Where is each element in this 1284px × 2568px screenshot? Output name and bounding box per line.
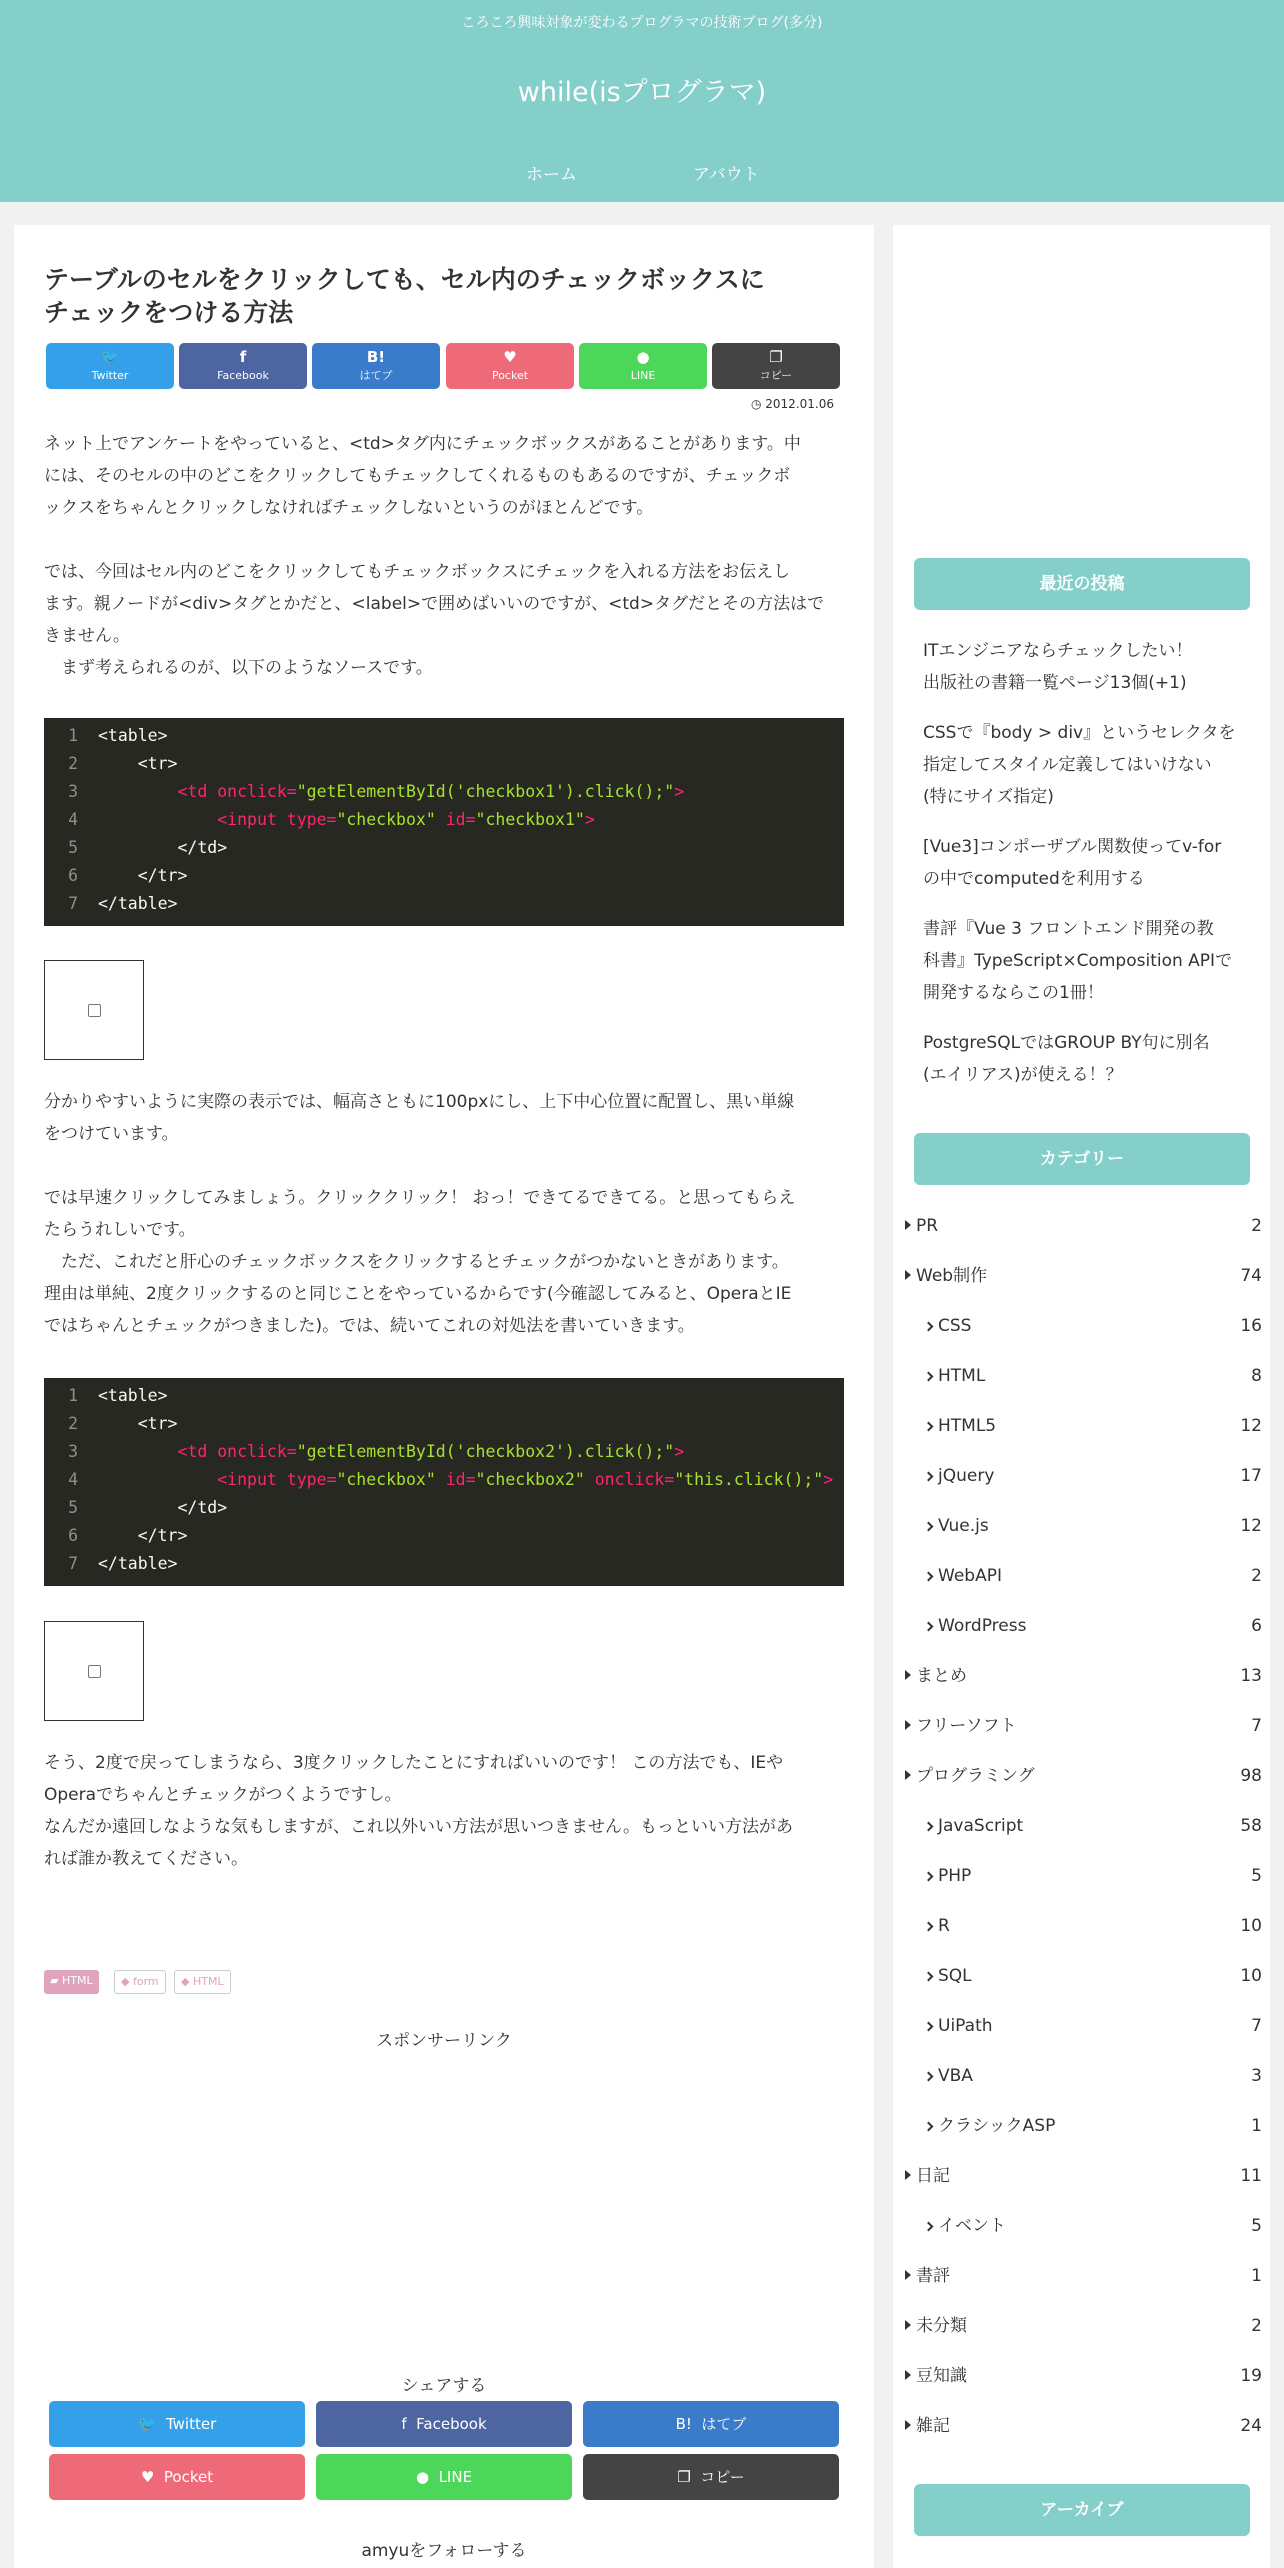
caret-right-icon bbox=[905, 2370, 911, 2380]
copy-icon: ❐ bbox=[769, 348, 783, 366]
category-item[interactable] bbox=[893, 1260, 1270, 1292]
paragraph-1 bbox=[44, 428, 846, 524]
article-main bbox=[14, 225, 874, 2568]
category-name bbox=[905, 2360, 967, 2392]
text-line: れば誰か教えてください。 bbox=[44, 1849, 248, 1869]
share-button-label: Pocket bbox=[163, 2468, 214, 2486]
code-line: <input type="checkbox" id="checkbox2" onclick="this.click();"> bbox=[217, 1470, 834, 1489]
site-title[interactable]: while(isプログラマ) bbox=[517, 77, 767, 108]
demo-checkbox-2[interactable] bbox=[88, 1665, 101, 1678]
category-name bbox=[925, 1410, 996, 1442]
share-button-label: LINE bbox=[630, 369, 656, 382]
recent-post-title-line: CSSで『body > div』というセレクタを bbox=[923, 723, 1236, 743]
line-icon: ● bbox=[415, 2468, 430, 2486]
share-button-label: Twitter bbox=[165, 2415, 217, 2433]
category-label: 日記 bbox=[916, 2166, 950, 2186]
category-label: WordPress bbox=[938, 1616, 1027, 1636]
code-line: <tr> bbox=[98, 1414, 178, 1433]
category-label: プログラミング bbox=[916, 1766, 1035, 1786]
category-name bbox=[925, 1310, 971, 1342]
article-title-line2: チェックをつける方法 bbox=[44, 298, 294, 327]
category-name bbox=[925, 2010, 993, 2042]
categories-heading: カテゴリー bbox=[914, 1133, 1250, 1185]
follow-heading: amyuをフォローする bbox=[361, 2541, 527, 2561]
line-number: 5 bbox=[68, 838, 78, 857]
caret-right-icon bbox=[905, 1670, 911, 1680]
category-name bbox=[925, 2110, 1055, 2142]
category-count: 1 bbox=[1251, 2266, 1262, 2286]
caret-right-icon bbox=[905, 1270, 911, 1280]
category-item[interactable] bbox=[893, 1710, 1270, 1742]
category-item[interactable] bbox=[893, 1210, 1270, 1242]
paragraph-6 bbox=[44, 1811, 846, 1875]
site-tagline: ころころ興味対象が変わるプログラマの技術ブログ(多分) bbox=[461, 15, 823, 31]
share-はてブ-button[interactable] bbox=[312, 343, 440, 389]
category-name bbox=[905, 1710, 1017, 1742]
category-count: 98 bbox=[1240, 1766, 1262, 1786]
share-bottom-line-button[interactable] bbox=[316, 2454, 572, 2500]
category-item[interactable] bbox=[893, 2210, 1270, 2242]
chevron-right-icon bbox=[924, 1322, 934, 1332]
category-item[interactable] bbox=[893, 1960, 1270, 1992]
category-name bbox=[905, 2410, 950, 2442]
category-name bbox=[905, 2310, 967, 2342]
twitter-icon: 🐦 bbox=[137, 2415, 157, 2433]
text-line: では早速クリックしてみましょう。クリッククリック！ おっ！できてるできてる。と思ってもらえ bbox=[44, 1188, 796, 1208]
line-number: 4 bbox=[68, 810, 78, 829]
site-header bbox=[0, 0, 1284, 202]
category-count: 3 bbox=[1251, 2066, 1262, 2086]
hatena-icon: B! bbox=[675, 2415, 692, 2433]
hatena-icon: B! bbox=[366, 348, 386, 366]
category-name bbox=[925, 1810, 1023, 1842]
article-title-line1: テーブルのセルをクリックしても、セル内のチェックボックスに bbox=[44, 265, 765, 294]
chevron-right-icon bbox=[924, 1422, 934, 1432]
recent-post-title-line: 開発するならこの1冊！ bbox=[923, 983, 1104, 1003]
category-count: 16 bbox=[1240, 1316, 1262, 1336]
line-number: 4 bbox=[68, 1470, 78, 1489]
code-line: <tr> bbox=[98, 754, 178, 773]
code-block-1 bbox=[44, 718, 844, 926]
code-block-2 bbox=[44, 1378, 844, 1586]
category-count: 12 bbox=[1240, 1416, 1262, 1436]
category-name bbox=[905, 1260, 987, 1292]
category-label: jQuery bbox=[938, 1466, 995, 1486]
share-button-label: はてブ bbox=[701, 2415, 747, 2433]
demo-checkbox-1[interactable] bbox=[88, 1004, 101, 1017]
code-line: </tr> bbox=[98, 866, 188, 885]
twitter-icon: 🐦 bbox=[100, 348, 120, 366]
share-button-label: コピー bbox=[700, 2468, 745, 2486]
category-item[interactable] bbox=[893, 2110, 1270, 2142]
nav-home[interactable]: ホーム bbox=[526, 165, 577, 185]
line-icon: ● bbox=[636, 348, 650, 366]
category-count: 2 bbox=[1251, 1566, 1262, 1586]
category-count: 13 bbox=[1240, 1666, 1262, 1686]
recent-posts-heading: 最近の投稿 bbox=[914, 558, 1250, 610]
article-title bbox=[44, 263, 844, 329]
recent-post-link[interactable] bbox=[923, 913, 1243, 1009]
category-count: 12 bbox=[1240, 1516, 1262, 1536]
code-line: <input type="checkbox" id="checkbox1"> bbox=[217, 810, 595, 829]
text-line: ネット上でアンケートをやっていると、<td>タグ内にチェックボックスがあることがあります。中 bbox=[44, 434, 801, 454]
text-line: では、今回はセル内のどこをクリックしてもチェックボックスにチェックを入れる方法をお伝えし bbox=[44, 562, 791, 582]
recent-post-title-line: ITエンジニアならチェックしたい！ bbox=[923, 641, 1193, 661]
share-button-label: Pocket bbox=[491, 369, 529, 382]
category-label: Web制作 bbox=[916, 1266, 988, 1286]
tag-label: HTML bbox=[192, 1975, 224, 1988]
category-count: 8 bbox=[1251, 1366, 1262, 1386]
category-label: イベント bbox=[938, 2216, 1006, 2236]
text-line: きません。 bbox=[44, 626, 131, 646]
line-number: 2 bbox=[68, 754, 78, 773]
category-item[interactable] bbox=[893, 2060, 1270, 2092]
text-line: ックスをちゃんとクリックしなければチェックしないというのがほとんどです。 bbox=[44, 498, 654, 518]
chevron-right-icon bbox=[924, 1872, 934, 1882]
line-number: 6 bbox=[68, 1526, 78, 1545]
text-line: なんだか遠回しなような気もしますが、これ以外いい方法が思いつきません。もっといい方法があ bbox=[44, 1817, 794, 1837]
category-label: SQL bbox=[938, 1966, 972, 1986]
line-number: 1 bbox=[68, 726, 78, 745]
caret-right-icon bbox=[905, 2320, 911, 2330]
category-label: 書評 bbox=[916, 2266, 950, 2286]
text-line: には、そのセルの中のどこをクリックしてもチェックしてくれるものもあるのですが、チェックボ bbox=[44, 466, 791, 486]
category-count: 74 bbox=[1240, 1266, 1262, 1286]
recent-post-title-line: 出版社の書籍一覧ページ13個(+1) bbox=[923, 673, 1187, 693]
category-badge-label: HTML bbox=[61, 1974, 93, 1987]
category-count: 5 bbox=[1251, 2216, 1262, 2236]
recent-post-title-line: [Vue3]コンポーザブル関数使ってv-for bbox=[923, 837, 1222, 857]
category-name bbox=[925, 1610, 1026, 1642]
category-label: 未分類 bbox=[916, 2316, 967, 2336]
text-line: 分かりやすいように実際の表示では、幅高さともに100pxにし、上下中心位置に配置し、黒い単線 bbox=[44, 1092, 795, 1112]
line-number: 7 bbox=[68, 1554, 78, 1573]
caret-right-icon bbox=[905, 2270, 911, 2280]
category-item[interactable] bbox=[893, 2160, 1270, 2192]
category-name bbox=[905, 1760, 1035, 1792]
category-item[interactable] bbox=[893, 1410, 1270, 1442]
category-label: UiPath bbox=[938, 2016, 993, 2036]
line-number: 2 bbox=[68, 1414, 78, 1433]
category-item[interactable] bbox=[893, 2310, 1270, 2342]
category-count: 10 bbox=[1240, 1916, 1262, 1936]
recent-post-title-line: 指定してスタイル定義してはいけない bbox=[923, 755, 1212, 775]
recent-post-title-line: (エイリアス)が使える！？ bbox=[923, 1065, 1123, 1085]
category-name bbox=[905, 2160, 950, 2192]
category-name bbox=[905, 1210, 938, 1242]
chevron-right-icon bbox=[924, 1522, 934, 1532]
share-button-label: LINE bbox=[438, 2468, 473, 2486]
recent-post-title-line: 書評『Vue 3 フロントエンド開発の教 bbox=[923, 919, 1214, 939]
code-line: <table> bbox=[98, 1386, 168, 1405]
category-label: PHP bbox=[938, 1866, 972, 1886]
caret-right-icon bbox=[905, 1770, 911, 1780]
category-item[interactable] bbox=[893, 2410, 1270, 2442]
category-label: 豆知識 bbox=[916, 2366, 967, 2386]
category-item[interactable] bbox=[893, 1660, 1270, 1692]
category-item[interactable] bbox=[893, 2260, 1270, 2292]
share-button-label: Twitter bbox=[91, 369, 129, 382]
share-bottom-はてブ-button[interactable] bbox=[583, 2401, 839, 2447]
sidebar bbox=[893, 225, 1270, 2568]
category-count: 11 bbox=[1240, 2166, 1262, 2186]
category-label: CSS bbox=[938, 1316, 972, 1336]
category-item[interactable] bbox=[893, 1860, 1270, 1892]
category-count: 17 bbox=[1240, 1466, 1262, 1486]
chevron-right-icon bbox=[924, 1922, 934, 1932]
category-item[interactable] bbox=[893, 1760, 1270, 1792]
line-number: 3 bbox=[68, 782, 78, 801]
archive-heading: アーカイブ bbox=[914, 2484, 1250, 2536]
share-heading: シェアする bbox=[401, 2376, 487, 2396]
category-count: 2 bbox=[1251, 2316, 1262, 2336]
sponsor-label: スポンサーリンク bbox=[376, 2031, 512, 2051]
code-line: </td> bbox=[98, 1498, 228, 1517]
text-line: ます。親ノードが<div>タグとかだと、<label>で囲めばいいのですが、<td>タグだとその方法はで bbox=[44, 594, 825, 614]
code-line: </table> bbox=[98, 1554, 178, 1573]
category-label: PR bbox=[916, 1216, 939, 1236]
text-line: Operaでちゃんとチェックがつくようですし。 bbox=[44, 1785, 402, 1805]
category-name bbox=[925, 1560, 1002, 1592]
paragraph-5 bbox=[44, 1747, 846, 1811]
pocket-icon: ♥ bbox=[140, 2468, 155, 2486]
line-number: 3 bbox=[68, 1442, 78, 1461]
recent-post-link[interactable] bbox=[923, 1027, 1243, 1091]
tag-label: form bbox=[132, 1975, 159, 1988]
share-コピー-button[interactable] bbox=[712, 343, 840, 389]
recent-post-title-line: (特にサイズ指定) bbox=[923, 787, 1054, 807]
code-line: <td onclick="getElementById('checkbox1').click();"> bbox=[177, 782, 685, 801]
category-name bbox=[925, 1460, 994, 1492]
folder-icon: ▰ bbox=[50, 1974, 59, 1987]
category-name bbox=[905, 2260, 950, 2292]
clock-icon: ◷ bbox=[750, 397, 762, 411]
demo-cell-2[interactable] bbox=[44, 1621, 144, 1721]
category-name bbox=[925, 1960, 972, 1992]
category-count: 19 bbox=[1240, 2366, 1262, 2386]
category-count: 7 bbox=[1251, 2016, 1262, 2036]
category-badge-html[interactable] bbox=[44, 1970, 99, 1994]
code-line: </table> bbox=[98, 894, 178, 913]
category-name bbox=[905, 1660, 967, 1692]
category-count: 7 bbox=[1251, 1716, 1262, 1736]
category-count: 5 bbox=[1251, 1866, 1262, 1886]
share-button-label: Facebook bbox=[416, 2415, 487, 2433]
chevron-right-icon bbox=[924, 1472, 934, 1482]
text-line: そう、2度で戻ってしまうなら、3度クリックしたことにすればいいのです！ この方法でも、IEや bbox=[44, 1753, 784, 1773]
chevron-right-icon bbox=[924, 1622, 934, 1632]
share-button-label: はてブ bbox=[359, 369, 393, 382]
category-label: Vue.js bbox=[938, 1516, 989, 1536]
global-nav bbox=[0, 155, 1284, 189]
chevron-right-icon bbox=[924, 1372, 934, 1382]
category-item[interactable] bbox=[893, 1360, 1270, 1392]
category-count: 10 bbox=[1240, 1966, 1262, 1986]
text-line: ではちゃんとチェックがつきました)。では、続いてこれの対処法を書いていきます。 bbox=[44, 1316, 695, 1336]
category-count: 6 bbox=[1251, 1616, 1262, 1636]
recent-post-link[interactable] bbox=[923, 831, 1243, 895]
caret-right-icon bbox=[905, 1720, 911, 1730]
category-label: JavaScript bbox=[938, 1816, 1024, 1836]
code-line: </tr> bbox=[98, 1526, 188, 1545]
chevron-right-icon bbox=[924, 2022, 934, 2032]
chevron-right-icon bbox=[924, 2072, 934, 2082]
category-name bbox=[925, 1510, 989, 1542]
category-item[interactable] bbox=[893, 1610, 1270, 1642]
text-line: ただ、これだと肝心のチェックボックスをクリックするとチェックがつかないときがあります。 bbox=[44, 1252, 789, 1272]
caret-right-icon bbox=[905, 2170, 911, 2180]
share-pocket-button[interactable] bbox=[446, 343, 574, 389]
category-item[interactable] bbox=[893, 1310, 1270, 1342]
tag-icon: ◆ bbox=[181, 1975, 190, 1988]
category-item[interactable] bbox=[893, 1560, 1270, 1592]
category-item[interactable] bbox=[893, 1510, 1270, 1542]
paragraph-3 bbox=[44, 1086, 846, 1150]
category-name bbox=[925, 1860, 971, 1892]
chevron-right-icon bbox=[924, 1822, 934, 1832]
post-date-text: 2012.01.06 bbox=[765, 397, 834, 411]
category-label: HTML5 bbox=[938, 1416, 997, 1436]
text-line: をつけています。 bbox=[44, 1124, 179, 1144]
post-date bbox=[751, 397, 834, 411]
share-line-button[interactable] bbox=[579, 343, 707, 389]
line-number: 1 bbox=[68, 1386, 78, 1405]
recent-post-title-line: の中でcomputedを利用する bbox=[923, 869, 1145, 889]
share-bottom-twitter-button[interactable] bbox=[49, 2401, 305, 2447]
line-number: 5 bbox=[68, 1498, 78, 1517]
tag-icon: ◆ bbox=[121, 1975, 130, 1988]
chevron-right-icon bbox=[924, 1972, 934, 1982]
facebook-icon: f bbox=[239, 348, 247, 366]
category-name bbox=[925, 1360, 985, 1392]
chevron-right-icon bbox=[924, 1572, 934, 1582]
category-label: R bbox=[938, 1916, 950, 1936]
line-number: 7 bbox=[68, 894, 78, 913]
category-label: クラシックASP bbox=[938, 2116, 1056, 2136]
facebook-icon: f bbox=[401, 2415, 407, 2433]
category-item[interactable] bbox=[893, 2010, 1270, 2042]
share-button-label: Facebook bbox=[217, 369, 269, 382]
nav-about[interactable]: アバウト bbox=[693, 165, 760, 185]
category-count: 2 bbox=[1251, 1216, 1262, 1236]
share-bottom-pocket-button[interactable] bbox=[49, 2454, 305, 2500]
caret-right-icon bbox=[905, 1220, 911, 1230]
demo-cell-1[interactable] bbox=[44, 960, 144, 1060]
category-label: フリーソフト bbox=[916, 1716, 1017, 1736]
category-count: 58 bbox=[1240, 1816, 1262, 1836]
category-item[interactable] bbox=[893, 1810, 1270, 1842]
category-count: 1 bbox=[1251, 2116, 1262, 2136]
paragraph-2 bbox=[44, 556, 846, 684]
text-line: 理由は単純、2度クリックするのと同じことをやっているからです(今確認してみると、OperaとIE bbox=[44, 1284, 792, 1304]
category-name bbox=[925, 1910, 950, 1942]
chevron-right-icon bbox=[924, 2222, 934, 2232]
recent-post-title-line: PostgreSQLではGROUP BY句に別名 bbox=[923, 1033, 1210, 1053]
pocket-icon: ♥ bbox=[503, 348, 517, 366]
category-item[interactable] bbox=[893, 1910, 1270, 1942]
share-buttons-top bbox=[46, 343, 842, 389]
paragraph-4 bbox=[44, 1182, 846, 1342]
copy-icon: ❐ bbox=[677, 2468, 691, 2486]
caret-right-icon bbox=[905, 2420, 911, 2430]
tag-form[interactable] bbox=[114, 1970, 166, 1994]
share-bottom-facebook-button[interactable] bbox=[316, 2401, 572, 2447]
recent-post-link[interactable] bbox=[923, 635, 1243, 699]
share-button-label: コピー bbox=[759, 369, 793, 382]
chevron-right-icon bbox=[924, 2122, 934, 2132]
category-label: まとめ bbox=[916, 1666, 967, 1686]
tag-html[interactable] bbox=[174, 1970, 231, 1994]
category-label: HTML bbox=[938, 1366, 986, 1386]
share-facebook-button[interactable] bbox=[179, 343, 307, 389]
category-name bbox=[925, 2060, 973, 2092]
category-label: WebAPI bbox=[938, 1566, 1002, 1586]
category-item[interactable] bbox=[893, 1460, 1270, 1492]
share-bottom-コピー-button[interactable] bbox=[583, 2454, 839, 2500]
code-line: <td onclick="getElementById('checkbox2').click();"> bbox=[177, 1442, 685, 1461]
text-line: たらうれしいです。 bbox=[44, 1220, 196, 1240]
line-number: 6 bbox=[68, 866, 78, 885]
category-item[interactable] bbox=[893, 2360, 1270, 2392]
category-count: 24 bbox=[1240, 2416, 1262, 2436]
share-twitter-button[interactable] bbox=[46, 343, 174, 389]
text-line: まず考えられるのが、以下のようなソースです。 bbox=[44, 658, 433, 678]
recent-post-title-line: 科書』TypeScript×Composition APIで bbox=[923, 951, 1233, 971]
code-line: </td> bbox=[98, 838, 228, 857]
category-name bbox=[925, 2210, 1006, 2242]
code-line: <table> bbox=[98, 726, 168, 745]
category-label: 雑記 bbox=[916, 2416, 950, 2436]
recent-post-link[interactable] bbox=[923, 717, 1243, 813]
category-label: VBA bbox=[938, 2066, 973, 2086]
